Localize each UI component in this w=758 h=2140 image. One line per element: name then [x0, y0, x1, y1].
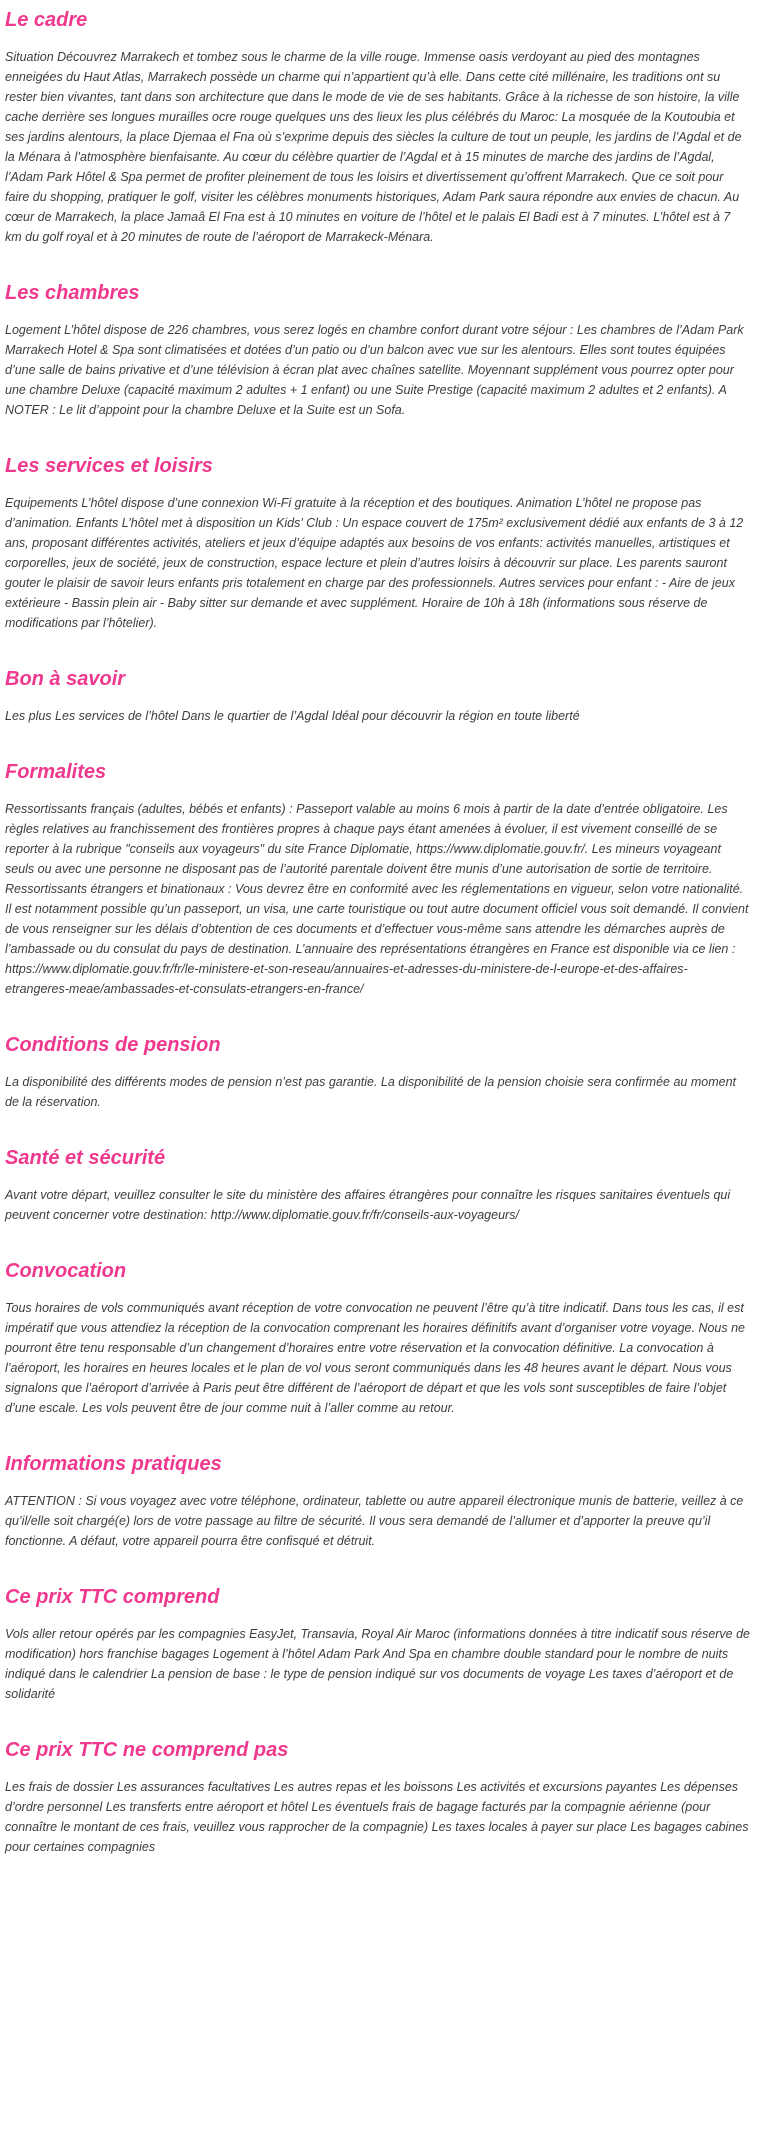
section-body: Situation Découvrez Marrakech et tombez sous le charme de la ville rouge. Immense oasis verdoyant au pied des montagnes enneigées du Haut Atlas, Marrakech possède un charme qui n’appartient qu’à elle. Dans cette cité millénaire, les traditions ont su rester bien vivantes, tant dans son architecture que dans le mode de vie de ses habitants. Grâce à la richesse de son histoire, la ville cache derrière ses longues murailles ocre rouge quelques uns des lieux les plus célébrés du Maroc: La mosquée de la Koutoubia et ses jardins alentours, la place Djemaa el Fna où s’exprime depuis des siècles la culture de tout un peuple, les jardins de l’Agdal et de la Ménara à l’atmosphère bienfaisante. Au cœur du célèbre quartier de l’Agdal et à 15 minutes de marche des jardins de l’Agdal, l’Adam Park Hôtel & Spa permet de profiter pleinement de tous les loisirs et divertissement qu’offrent Marrakech. Que ce soit pour faire du shopping, pratiquer le golf, visiter les célèbres monuments historiques, Adam Park saura répondre aux envies de chacun. Au cœur de Marrakech, la place Jamaâ El Fna est à 10 minutes en voiture de l’hôtel et le palais El Badi est à 7 minutes. L’hôtel est à 7 km du golf royal et à 20 minutes de route de l’aéroport de Marrakeck-Ménara.: [5, 50, 742, 244]
section-title: Le cadre: [5, 9, 88, 31]
section-title: Bon à savoir: [5, 668, 126, 690]
section-bon-a-savoir: [5, 667, 750, 726]
section-les-services-et-loisirs: [5, 454, 750, 633]
section-title: Conditions de pension: [5, 1034, 221, 1056]
section-convocation: [5, 1259, 750, 1418]
section-prix-ttc-ne-comprend-pas: [5, 1738, 750, 1857]
section-body: ATTENTION : Si vous voyagez avec votre téléphone, ordinateur, tablette ou autre appareil électronique munis de batterie, veillez à ce qu’il/elle soit chargé(e) lors de votre passage au filtre de sécurité. Il vous sera demandé de l’allumer et d’apporter la preuve qu’il fonctionne. A défaut, votre appareil pourra être confisqué et détruit.: [5, 1494, 744, 1548]
section-title: Santé et sécurité: [5, 1147, 166, 1169]
section-body: Ressortissants français (adultes, bébés et enfants) : Passeport valable au moins 6 mois à partir de la date d’entrée obligatoire. Les règles relatives au franchissement des frontières propres à chaque pays étant amenées à évoluer, il est vivement conseillé de se reporter à la rubrique "conseils aux voyageurs" du site France Diplomatie, https://www.diplomatie.gouv.fr/. Les mineurs voyageant seuls ou avec une personne ne disposant pas de l’autorité parentale doivent être munis d’une autorisation de sortie de territoire. Ressortissants étrangers et binationaux : Vous devrez être en conformité avec les réglementations en vigueur, selon votre nationalité. Il est notamment possible qu’un passeport, un visa, une carte touristique ou tout autre document officiel vous soit demandé. Il convient de vous renseigner sur les délais d’obtention de ces documents et d’effectuer vous-même sans attendre les démarches auprès de l’ambassade ou du consulat du pays de destination. L’annuaire des représentations étrangères en France est disponible via ce lien : https://www.diplomatie.gouv.fr/fr/le-ministere-et-son-reseau/annuaires-et-adresses-du-ministere-de-l-europe-et-des-affaires-etrangeres-meae/ambassades-et-consulats-etrangers-en-france/: [5, 802, 749, 996]
section-body: La disponibilité des différents modes de pension n’est pas garantie. La disponibilité de la pension choisie sera confirmée au moment de la réservation.: [5, 1075, 736, 1109]
section-title: Informations pratiques: [5, 1453, 222, 1475]
section-formalites: [5, 760, 750, 999]
section-body: Logement L’hôtel dispose de 226 chambres, vous serez logés en chambre confort durant votre séjour : Les chambres de l’Adam Park Marrakech Hotel & Spa sont climatisées et dotées d’un patio ou d’un balcon avec vue sur les alentours. Elles sont toutes équipées d’une salle de bains privative et d’une télévision à écran plat avec chaînes satellite. Moyennant supplément vous pourrez opter pour une chambre Deluxe (capacité maximum 2 adultes + 1 enfant) ou une Suite Prestige (capacité maximum 2 adultes et 2 enfants). A NOTER : Le lit d’appoint pour la chambre Deluxe et la Suite est un Sofa.: [5, 323, 744, 417]
section-body: Avant votre départ, veuillez consulter le site du ministère des affaires étrangères pour connaître les risques sanitaires éventuels qui peuvent concerner votre destination: http://www.diplomatie.gouv.fr/fr/conseils-aux-voyageurs/: [5, 1188, 731, 1222]
section-title: Les services et loisirs: [5, 455, 213, 477]
section-prix-ttc-comprend: [5, 1585, 750, 1704]
section-title: Formalites: [5, 761, 107, 783]
section-le-cadre: [5, 8, 750, 247]
section-body: Tous horaires de vols communiqués avant réception de votre convocation ne peuvent l’être qu’à titre indicatif. Dans tous les cas, il est impératif que vous attendiez la réception de la convocation comprenant les horaires définitifs avant d’organiser votre voyage. Nous ne pourront être tenu responsable d’un changement d’horaires entre votre réservation et la convocation définitive. La convocation à l’aéroport, les horaires en heures locales et le plan de vol vous seront communiqués dans les 48 heures avant le départ. Nous vous signalons que l’aéroport d’arrivée à Paris peut être différent de l’aéroport de départ et que les vols sont susceptibles de faire l’objet d’une escale. Les vols peuvent être de jour comme nuit à l’aller comme au retour.: [5, 1301, 746, 1415]
section-title: Convocation: [5, 1260, 127, 1282]
section-conditions-de-pension: [5, 1033, 750, 1112]
section-title: Ce prix TTC ne comprend pas: [5, 1739, 289, 1761]
section-body: Equipements L’hôtel dispose d’une connexion Wi-Fi gratuite à la réception et des boutiques. Animation L’hôtel ne propose pas d’animation. Enfants L’hôtel met à disposition un Kids' Club : Un espace couvert de 175m² exclusivement dédié aux enfants de 3 à 12 ans, proposant différentes activités, ateliers et jeux d’équipe adaptés aux besoins de vos enfants: activités manuelles, artistiques et corporelles, jeux de société, jeux de construction, espace lecture et plein d’autres loisirs à découvrir sur place. Les parents sauront gouter le plaisir de savoir leurs enfants pris totalement en charge par des professionnels. Autres services pour enfant : - Aire de jeux extérieure - Bassin plein air - Baby sitter sur demande et avec supplément. Horaire de 10h à 18h (informations sous réserve de modifications par l’hôtelier).: [5, 496, 744, 630]
section-title: Les chambres: [5, 282, 140, 304]
section-title: Ce prix TTC comprend: [5, 1586, 220, 1608]
section-body: Les plus Les services de l’hôtel Dans le quartier de l’Agdal Idéal pour découvrir la région en toute liberté: [5, 709, 580, 723]
section-les-chambres: [5, 281, 750, 420]
section-informations-pratiques: [5, 1452, 750, 1551]
section-sante-et-securite: [5, 1146, 750, 1225]
section-body: Vols aller retour opérés par les compagnies EasyJet, Transavia, Royal Air Maroc (informations données à titre indicatif sous réserve de modification) hors franchise bagages Logement à l’hôtel Adam Park And Spa en chambre double standard pour le nombre de nuits indiqué dans le calendrier La pension de base : le type de pension indiqué sur vos documents de voyage Les taxes d’aéroport et de solidarité: [5, 1627, 751, 1701]
section-body: Les frais de dossier Les assurances facultatives Les autres repas et les boissons Les activités et excursions payantes Les dépenses d’ordre personnel Les transferts entre aéroport et hôtel Les éventuels frais de bagage facturés par la compagnie aérienne (pour connaître le montant de ces frais, veuillez vous rapprocher de la compagnie) Les taxes locales à payer sur place Les bagages cabines pour certaines compagnies: [5, 1780, 749, 1854]
